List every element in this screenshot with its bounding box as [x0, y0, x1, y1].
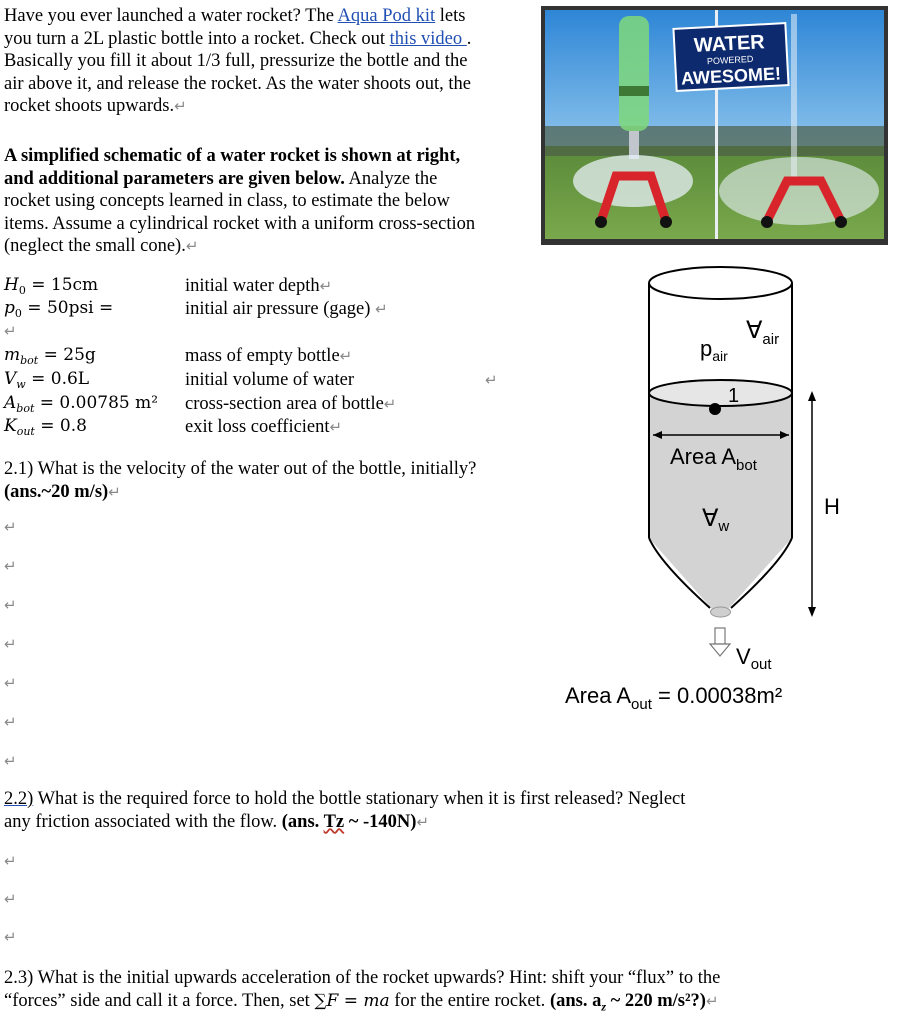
aqua-pod-kit-link[interactable]: Aqua Pod kit	[337, 6, 436, 26]
intro-line-4: air above it, and release the rocket. As the water shoots out, the	[4, 73, 471, 94]
param-mbot-desc: mass of empty bottle↵	[185, 346, 353, 366]
svg-text:WATER: WATER	[693, 31, 766, 57]
schematic-line-5: (neglect the small cone).↵	[4, 236, 199, 257]
schematic-line-3: rocket using concepts learned in class, to estimate the below	[4, 191, 450, 212]
rocket-schematic	[560, 258, 890, 738]
nozzle	[711, 607, 731, 617]
p-air-label: $p_{air}$	[700, 336, 728, 364]
schematic-line-2: and additional parameters are given below. Analyze the	[4, 168, 438, 189]
svg-text:POWERED: POWERED	[706, 53, 754, 67]
param-kout-desc: exit loss coefficient↵	[185, 417, 343, 437]
intro-line-5: rocket shoots upwards.↵	[4, 96, 187, 117]
schematic-line-4: items. Assume a cylindrical rocket with a uniform cross-section	[4, 213, 476, 234]
param-vw-desc: initial volume of water	[185, 370, 355, 390]
param-abot-desc: cross-section area of bottle↵	[185, 394, 397, 414]
question-2-2: 2.2) What is the required force to hold the bottle stationary when it is first released? Neglect any friction associated with the flow. (ans. Tz ~ -140N)↵	[4, 789, 686, 832]
return-mark: ↵	[485, 371, 498, 389]
return-mark: ↵	[4, 928, 17, 946]
return-mark: ↵	[4, 322, 17, 340]
return-mark: ↵	[4, 713, 17, 731]
return-mark: ↵	[4, 596, 17, 614]
tz-variable: Tz	[323, 811, 345, 832]
water-surface	[649, 380, 792, 406]
param-h0-desc: initial water depth↵	[185, 276, 333, 296]
return-mark: ↵	[4, 890, 17, 908]
param-vw: $V_w = 0.6L$	[4, 369, 90, 392]
return-mark: ↵	[4, 518, 17, 536]
point-1-dot	[709, 403, 721, 415]
v-out-label: $V_{out}$	[736, 644, 772, 673]
param-abot: $A_{bot} = 0.00785$ m²	[4, 393, 159, 416]
water-rocket-photo	[541, 6, 888, 245]
param-mbot: $m_{bot} = 25g$	[4, 345, 96, 368]
video-link[interactable]: this video	[389, 28, 467, 49]
answer-2-1: (ans.~20 m/s)	[4, 481, 109, 502]
return-mark: ↵	[4, 852, 17, 870]
param-h0: $H_0 = 15cm$	[4, 275, 99, 298]
param-kout: $K_{out} = 0.8$	[4, 416, 87, 439]
intro-line-2: you turn a 2L plastic bottle into a rocket. Check out this video .	[4, 28, 472, 49]
return-mark: ↵	[4, 635, 17, 653]
point-1-label: 1	[728, 385, 740, 407]
height-label: H	[824, 494, 840, 519]
param-p0-desc: initial air pressure (gage) ↵	[185, 299, 388, 319]
bottle-top-ellipse	[649, 267, 792, 299]
intro-line-1: Have you ever launched a water rocket? The Aqua Pod kit lets	[4, 6, 466, 26]
schematic-paragraph	[4, 145, 534, 258]
return-mark: ↵	[4, 674, 17, 692]
photo-illustration	[541, 6, 888, 245]
question-2-1: 2.1) What is the velocity of the water out of the bottle, initially? (ans.~20 m/s)↵	[4, 459, 477, 502]
return-mark: ↵	[4, 752, 17, 770]
intro-paragraph	[4, 5, 534, 118]
return-mark: ↵	[4, 557, 17, 575]
water-powered-awesome-badge	[673, 23, 788, 91]
equation-sum-f: ∑F = ma	[314, 990, 390, 1011]
svg-text:AWESOME!: AWESOME!	[680, 63, 782, 89]
area-bot-label: Area $A_{bot}$	[670, 444, 757, 474]
area-out-label: Area $A_{out} = 0.00038m^2$	[565, 683, 783, 713]
v-air-label: $\forall_{air}$	[746, 317, 780, 348]
intro-line-3: Basically you fill it about 1/3 full, pressurize the bottle and the	[4, 51, 468, 72]
v-w-label: $\forall_w$	[702, 505, 730, 535]
question-2-3: 2.3) What is the initial upwards acceleration of the rocket upwards? Hint: shift your “flux” to the “forces” side and call it a force. Then, set ∑F = ma for the entire rocket. (ans. $a_z$ ~ 220 m/s²?)↵	[4, 968, 721, 1014]
schematic-line-1: A simplified schematic of a water rocket is shown at right,	[4, 146, 461, 166]
param-p0: $p_0 = 50psi$ =	[4, 298, 114, 321]
